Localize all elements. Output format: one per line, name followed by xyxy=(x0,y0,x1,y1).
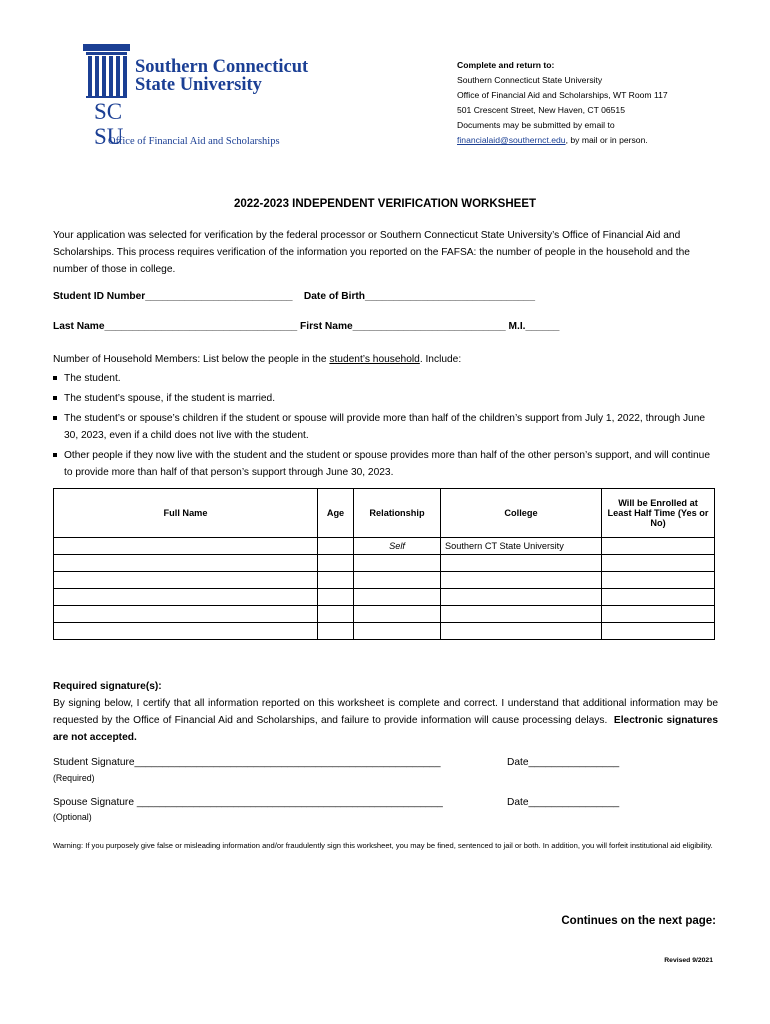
bullet-item: The student’s spouse, if the student is married. xyxy=(53,390,718,407)
cell-relationship[interactable] xyxy=(354,606,441,623)
continues-note: Continues on the next page: xyxy=(561,915,716,927)
university-logo xyxy=(82,44,352,154)
table-row xyxy=(54,623,715,640)
table-row xyxy=(54,555,715,572)
cell-enrolled[interactable] xyxy=(602,623,715,640)
cell-relationship[interactable]: Self xyxy=(354,538,441,555)
return-line: 501 Crescent Street, New Haven, CT 06515 xyxy=(457,105,625,115)
cell-relationship[interactable] xyxy=(354,589,441,606)
cell-relationship[interactable] xyxy=(354,572,441,589)
household-lead-emphasis: student’s household xyxy=(329,354,420,365)
name-row xyxy=(53,321,559,332)
middle-initial-field[interactable]: M.I.______ xyxy=(508,321,560,332)
cell-full-name[interactable] xyxy=(54,572,318,589)
cell-enrolled[interactable] xyxy=(602,606,715,623)
bullet-item: The student’s or spouse’s children if the student or spouse will provide more than half of the children’s support from July 1, 2022, through June 30, 2023, even if a child does not live with the student. xyxy=(53,410,718,444)
household-lead-suffix: . Include: xyxy=(419,354,462,365)
student-signature-note: (Required) xyxy=(53,773,95,783)
cell-full-name[interactable] xyxy=(54,589,318,606)
logo-wordmark xyxy=(135,58,308,94)
cell-college[interactable] xyxy=(441,589,602,606)
last-name-field[interactable]: Last Name__________________________________ xyxy=(53,321,298,332)
student-id-field[interactable]: Student ID Number__________________________ xyxy=(53,291,293,302)
table-row xyxy=(54,606,715,623)
spouse-signature-line[interactable]: Spouse Signature ______________________________________________________ xyxy=(53,797,443,808)
bullet-item: The student. xyxy=(53,370,718,387)
return-heading: Complete and return to: xyxy=(457,60,555,70)
email-suffix: , by mail or in person. xyxy=(565,135,648,145)
intro-paragraph: Your application was selected for verification by the federal processor or Southern Connecticut State University’s Office of Financial Aid and Scholarships. This process requires verification of the information you reported on the FAFSA: the number of people in the household and the number of those in college. xyxy=(53,230,690,275)
cell-relationship[interactable] xyxy=(354,623,441,640)
logo-initials-top: SC xyxy=(94,99,123,124)
cell-age[interactable] xyxy=(318,572,354,589)
household-bullet-list xyxy=(53,370,718,484)
return-line: Documents may be submitted by email to xyxy=(457,120,615,130)
table-row xyxy=(54,572,715,589)
cell-college[interactable] xyxy=(441,555,602,572)
household-lead xyxy=(53,351,718,368)
cell-full-name[interactable] xyxy=(54,538,318,555)
col-full-name: Full Name xyxy=(54,489,318,538)
cell-college[interactable]: Southern CT State University xyxy=(441,538,602,555)
table-header-row xyxy=(54,489,715,538)
cell-age[interactable] xyxy=(318,606,354,623)
cell-full-name[interactable] xyxy=(54,555,318,572)
table-row xyxy=(54,538,715,555)
cell-enrolled[interactable] xyxy=(602,555,715,572)
spouse-signature-note: (Optional) xyxy=(53,812,92,822)
revision-date: Revised 9/2021 xyxy=(664,957,713,964)
cell-college[interactable] xyxy=(441,572,602,589)
return-line: Office of Financial Aid and Scholarships, WT Room 117 xyxy=(457,90,668,100)
page-title: 2022-2023 INDEPENDENT VERIFICATION WORKSHEET xyxy=(233,198,537,210)
spouse-date-line[interactable]: Date________________ xyxy=(507,797,620,808)
cell-college[interactable] xyxy=(441,623,602,640)
cell-enrolled[interactable] xyxy=(602,538,715,555)
no-electronic-signatures: Electronic signatures are not accepted. xyxy=(53,715,719,743)
cell-age[interactable] xyxy=(318,555,354,572)
date-of-birth-field[interactable]: Date of Birth______________________________ xyxy=(303,291,536,302)
certification-text xyxy=(53,695,718,746)
cell-age[interactable] xyxy=(318,623,354,640)
signature-heading: Required signature(s): xyxy=(53,681,162,692)
first-name-field[interactable]: First Name___________________________ xyxy=(300,321,506,332)
col-enrolled: Will be Enrolled at Least Half Time (Yes or No) xyxy=(602,489,715,538)
logo-initials-bottom: SU xyxy=(94,124,124,149)
col-college: College xyxy=(441,489,602,538)
cell-enrolled[interactable] xyxy=(602,572,715,589)
cell-full-name[interactable] xyxy=(54,606,318,623)
cell-age[interactable] xyxy=(318,538,354,555)
household-table xyxy=(53,488,715,640)
warning-text: Warning: If you purposely give false or misleading information and/or fraudulently sign this worksheet, you may be fined, sentenced to jail or both. In addition, you will forfeit institutional aid eligibility. xyxy=(53,841,713,850)
household-lead-prefix: Number of Household Members: List below the people in the xyxy=(53,354,330,365)
student-date-line[interactable]: Date________________ xyxy=(507,757,620,768)
logo-name-line2: State University xyxy=(135,75,262,95)
col-relationship: Relationship xyxy=(354,489,441,538)
cell-enrolled[interactable] xyxy=(602,589,715,606)
cell-full-name[interactable] xyxy=(54,623,318,640)
email-link[interactable]: financialaid@southernct.edu xyxy=(457,135,566,145)
return-address xyxy=(457,58,668,148)
return-line: Southern Connecticut State University xyxy=(457,75,603,85)
col-age: Age xyxy=(318,489,354,538)
logo-office-name: Office of Financial Aid and Scholarships xyxy=(108,136,280,147)
return-email-line xyxy=(457,133,668,148)
cell-age[interactable] xyxy=(318,589,354,606)
bullet-item: Other people if they now live with the student and the student or spouse provides more than half of the other person’s support, and will continue to provide more than half of that person’s support through June 30, 2023. xyxy=(53,447,718,481)
student-signature-line[interactable]: Student Signature______________________________________________________ xyxy=(53,757,441,768)
certification-statement: By signing below, I certify that all information reported on this worksheet is complete and correct. I understand that additional information may be requested by the Office of Financial Aid and Scholarships, and failure to provide information will cause processing delays. xyxy=(53,698,718,726)
table-row xyxy=(54,589,715,606)
logo-name-line1: Southern Connecticut xyxy=(135,57,309,77)
id-dob-row xyxy=(53,291,535,302)
cell-relationship[interactable] xyxy=(354,555,441,572)
cell-college[interactable] xyxy=(441,606,602,623)
